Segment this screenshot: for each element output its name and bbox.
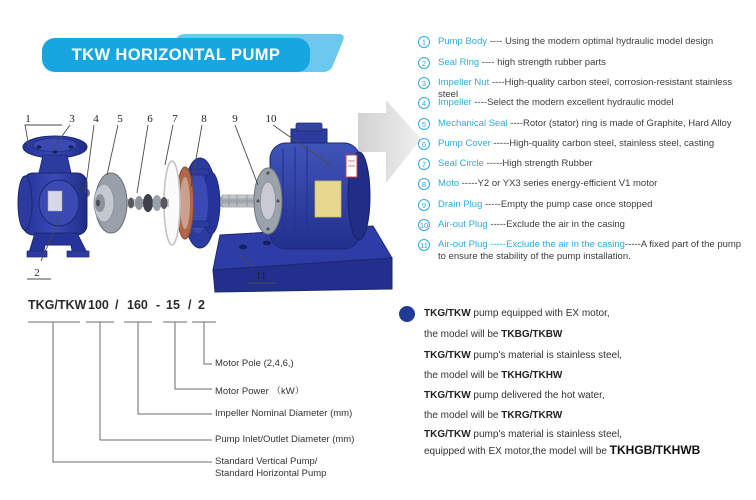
circled-number: 10: [419, 221, 429, 230]
part-number: 5: [117, 113, 123, 125]
parts-list-item: [418, 138, 744, 150]
model-name: TKRG/TKRW: [501, 410, 563, 421]
brand-text: TKG/TKW: [424, 390, 471, 401]
note-line: [424, 390, 605, 401]
brand-text: TKG/TKW: [424, 429, 471, 440]
circled-number: 6: [418, 138, 430, 150]
part-number: 4: [93, 113, 99, 125]
note-line: [424, 308, 610, 319]
part-desc: -----High-quality carbon steel, stainless steel, casting: [490, 138, 715, 149]
part-name: Impeller: [438, 97, 472, 108]
circled-number: 9: [418, 199, 430, 211]
part-desc: ----Select the modern excellent hydraulic model: [471, 97, 674, 108]
model-segment: 100: [88, 298, 109, 312]
part-name: Moto: [438, 178, 460, 189]
note-text: pump delivered the hot water,: [470, 390, 605, 401]
model-segment: 2: [198, 298, 205, 312]
parts-list-item: [418, 36, 744, 48]
part-name: Drain Plug: [438, 199, 483, 210]
circled-number: 7: [418, 158, 430, 170]
note-line: [424, 370, 562, 381]
parts-list-item: [418, 158, 744, 170]
parts-list-item: [418, 97, 744, 109]
part-number: 3: [69, 113, 75, 125]
bullet-icon: [399, 306, 415, 322]
part-name: Impeller Nut: [438, 77, 490, 88]
part-name: Pump Body: [438, 36, 488, 47]
part-name: Air-out Plug: [438, 239, 488, 250]
part-number: 8: [201, 113, 207, 125]
model-name: TKHG/TKHW: [501, 370, 563, 381]
part-desc: -----Empty the pump case once stopped: [482, 199, 653, 210]
part-name: Pump Cover: [438, 138, 491, 149]
model-label-impeller-diameter: Impeller Nominal Diameter (mm): [215, 408, 353, 419]
circled-number: 11: [418, 239, 430, 251]
part-name: Air-out Plug: [438, 219, 488, 230]
part-desc: -----Y2 or YX3 series energy-efficient V1 motor: [459, 178, 658, 189]
model-label-motor-pole: Motor Pole (2,4,6,): [215, 358, 294, 369]
parts-list-item: [418, 118, 744, 130]
part-number: 10: [265, 113, 277, 125]
model-name: TKBG/TKBW: [501, 329, 563, 340]
note-text: the model will be: [424, 370, 502, 381]
parts-list-item: [418, 219, 744, 231]
part-desc: ---- Using the modern optimal hydraulic model design: [487, 36, 714, 47]
part-number: 11: [255, 270, 267, 282]
note-text: pump equipped with EX motor,: [470, 308, 610, 319]
circled-number: 8: [418, 178, 430, 190]
circled-number: 1: [418, 36, 430, 48]
impeller: [84, 173, 127, 233]
note-line: [424, 443, 700, 457]
mechanical-seal-parts: [125, 194, 169, 212]
model-label-motor-power: Motor Power （kW）: [215, 386, 305, 397]
part-name: Mechanical Seal: [438, 118, 508, 129]
note-text: pump's material is stainless steel,: [470, 429, 623, 440]
brand-text: TKG/TKW: [424, 308, 471, 319]
pump-body: [18, 136, 89, 257]
note-line: [424, 410, 562, 421]
model-segment: -: [156, 298, 161, 312]
note-line: [424, 429, 622, 440]
part-desc-highlight: -----Exclude the air in the casing: [487, 239, 625, 250]
circled-number: 2: [418, 57, 430, 69]
pump-cover: [177, 158, 221, 248]
note-text: the model will be: [424, 410, 502, 421]
part-desc: ----High-quality carbon steel, corrosion-resistant stainless steel: [438, 77, 733, 100]
model-segment: /: [115, 298, 119, 312]
part-number: 6: [147, 113, 153, 125]
part-name: Seal Ring: [438, 57, 480, 68]
circled-number: 5: [418, 118, 430, 130]
part-number: 2: [34, 267, 40, 279]
note-line: [424, 350, 622, 361]
parts-list-item: [418, 178, 744, 190]
part-desc: ----Rotor (stator) ring is made of Graphite, Hard Alloy: [507, 118, 732, 129]
model-segment: 160: [127, 298, 148, 312]
part-desc: ---- high strength rubber parts: [479, 57, 606, 68]
model-label-inlet-outlet: Pump Inlet/Outlet Diameter (mm): [215, 434, 355, 445]
part-name: Seal Circle: [438, 158, 484, 169]
page-title: TKW HORIZONTAL PUMP: [42, 38, 310, 72]
note-line: [424, 329, 562, 340]
parts-list-item: [418, 57, 744, 69]
model-segment: /: [188, 298, 192, 312]
model-code-lines: [20, 318, 320, 478]
part-desc: -----High strength Rubber: [483, 158, 593, 169]
note-text: the model will be: [424, 329, 502, 340]
model-name: TKHGB/TKHWB: [609, 443, 701, 457]
parts-list-item: [418, 199, 744, 211]
title-banner: [42, 33, 322, 75]
part-number: 1: [25, 113, 31, 125]
circled-number: 4: [418, 97, 430, 109]
parts-list-item: [418, 239, 744, 263]
part-number: 7: [172, 113, 178, 125]
model-segment: 15: [166, 298, 180, 312]
brand-text: TKG/TKW: [424, 350, 471, 361]
model-label-standard-vertical: Standard Vertical Pump/: [215, 456, 318, 467]
exploded-pump-diagram: [15, 95, 425, 300]
part-desc: -----A fixed part of the pump to ensure the stability of the pump installation.: [438, 239, 742, 262]
circled-number: 3: [418, 77, 430, 89]
model-label-standard-horizontal: Standard Horizontal Pump: [215, 468, 327, 479]
model-segment: TKG/TKW: [28, 298, 87, 312]
part-desc: -----Exclude the air in the casing: [487, 219, 625, 230]
motor: [215, 123, 370, 249]
note-text: pump's material is stainless steel,: [470, 350, 623, 361]
note-text: equipped with EX motor,the model will be: [424, 446, 610, 457]
part-number: 9: [232, 113, 238, 125]
